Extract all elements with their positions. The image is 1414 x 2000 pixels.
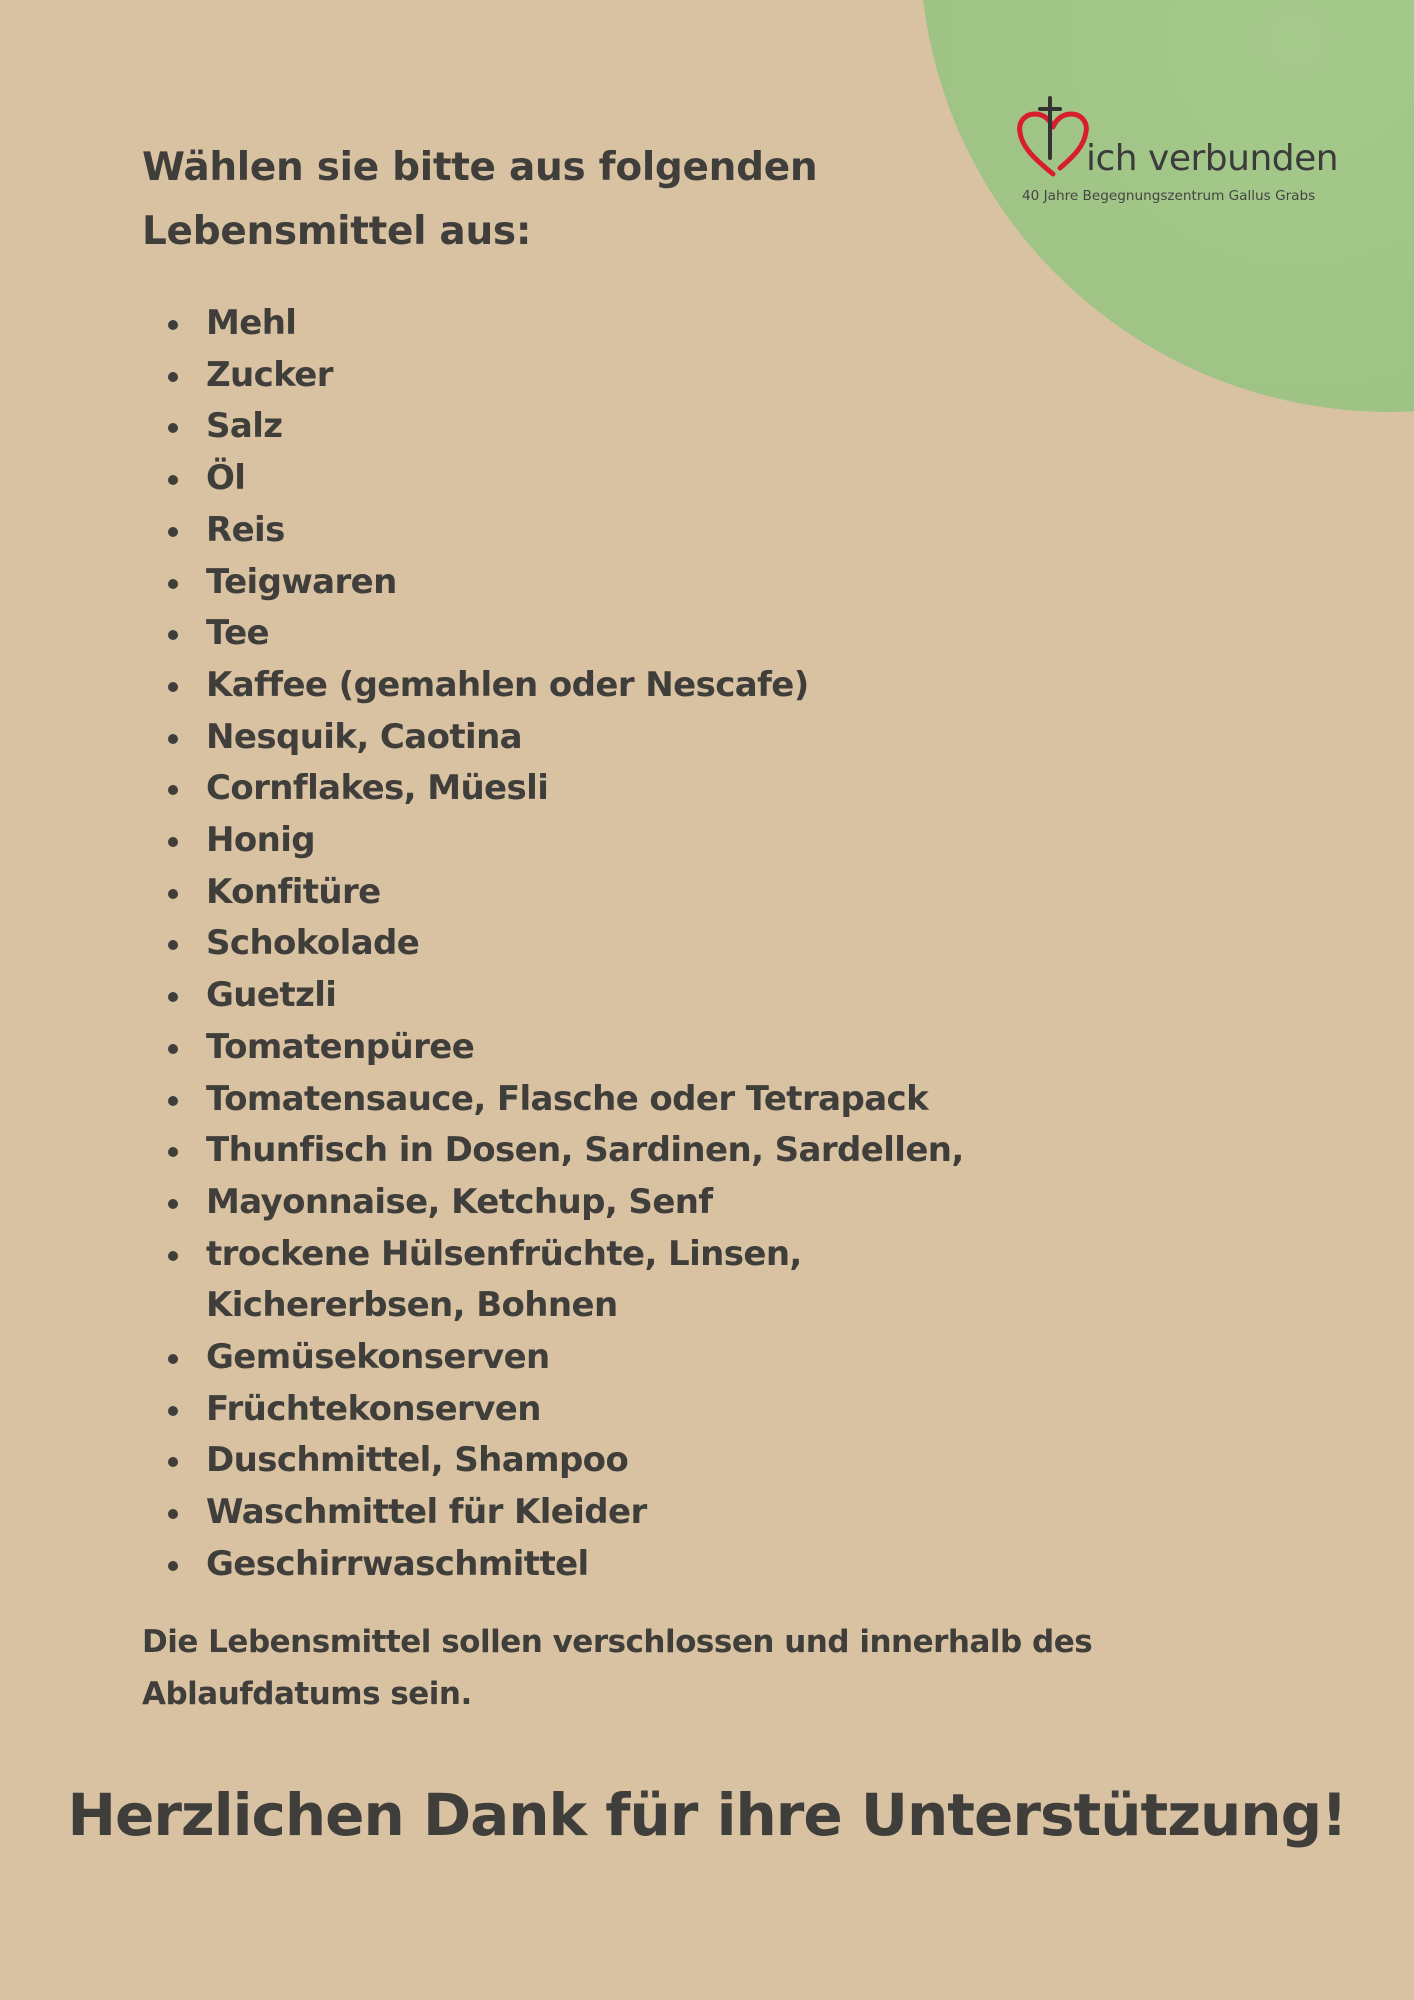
list-item: Teigwaren xyxy=(162,557,1162,609)
list-item: Honig xyxy=(162,815,1162,867)
list-item: Geschirrwaschmittel xyxy=(162,1539,1162,1591)
list-item: Öl xyxy=(162,453,1162,505)
list-item: Guetzli xyxy=(162,970,1162,1022)
list-item: Nesquik, Caotina xyxy=(162,712,1162,764)
list-item: Cornflakes, Müesli xyxy=(162,763,1162,815)
list-item: Mehl xyxy=(162,298,1162,350)
list-item: trockene Hülsenfrüchte, Linsen, Kichererbsen, Bohnen xyxy=(162,1229,1066,1332)
list-item: Salz xyxy=(162,401,1162,453)
heart-cross-icon xyxy=(1016,96,1096,180)
list-item: Kaffee (gemahlen oder Nescafe) xyxy=(162,660,1162,712)
list-item: Konfitüre xyxy=(162,867,1162,919)
list-item: Gemüsekonserven xyxy=(162,1332,1162,1384)
page-heading xyxy=(142,136,922,264)
heading-line-2: Lebensmittel aus: xyxy=(142,209,532,254)
list-item: Früchtekonserven xyxy=(162,1384,1162,1436)
food-list xyxy=(162,298,1162,1591)
logo-title: ich verbunden xyxy=(1086,138,1339,179)
list-item: Tee xyxy=(162,608,1162,660)
list-item: Schokolade xyxy=(162,918,1162,970)
list-item: Tomatenpüree xyxy=(162,1022,1162,1074)
list-item: Reis xyxy=(162,505,1162,557)
note-line-2: Ablaufdatums sein. xyxy=(142,1676,472,1712)
list-item: Mayonnaise, Ketchup, Senf xyxy=(162,1177,1162,1229)
heading-line-1: Wählen sie bitte aus folgenden xyxy=(142,145,818,190)
list-item: Waschmittel für Kleider xyxy=(162,1487,1162,1539)
note-line-1: Die Lebensmittel sollen verschlossen und innerhalb des xyxy=(142,1624,1093,1660)
list-item: Tomatensauce, Flasche oder Tetrapack xyxy=(162,1074,1162,1126)
expiry-note xyxy=(142,1616,1142,1720)
thank-you-message: Herzlichen Dank für ihre Unterstützung! xyxy=(67,1781,1347,1849)
logo-subtitle: 40 Jahre Begegnungszentrum Gallus Grabs xyxy=(1022,188,1316,204)
list-item: Duschmittel, Shampoo xyxy=(162,1435,1162,1487)
list-item: Thunfisch in Dosen, Sardinen, Sardellen, xyxy=(162,1125,1162,1177)
logo xyxy=(1016,96,1376,216)
list-item: Zucker xyxy=(162,350,1162,402)
